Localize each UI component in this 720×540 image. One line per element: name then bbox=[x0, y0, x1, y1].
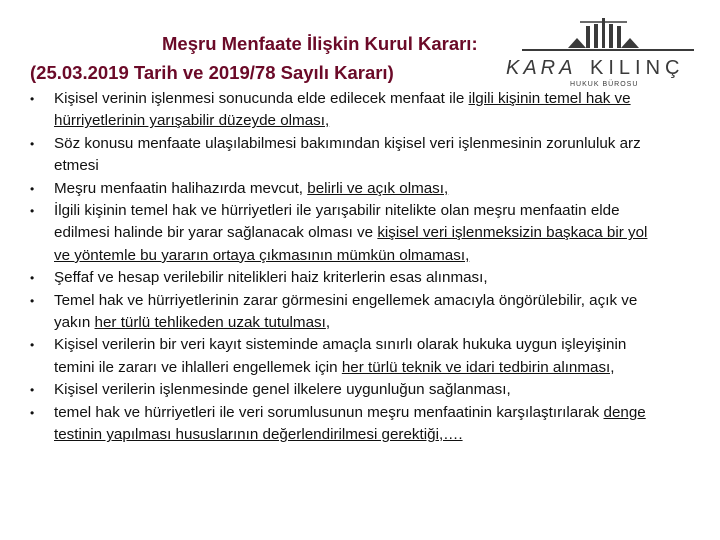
item-underlined-text: ilgili kişinin temel hak ve hürriyetlerinin yarışabilir düzeyde olması, bbox=[54, 90, 631, 130]
bullet-dot: • bbox=[30, 136, 35, 151]
logo-divider bbox=[522, 49, 694, 51]
item-underlined-text: her türlü tehlikeden uzak tutulması bbox=[94, 314, 326, 332]
bullet-dot: • bbox=[30, 293, 35, 308]
item-text: İlgili kişinin temel hak ve hürriyetleri ile yarışabilir nitelikte olan meşru menfaatin elde edilmesi halinde bir yarar sağlanacak olması ve bbox=[54, 202, 620, 242]
bullet-dot: • bbox=[30, 405, 35, 420]
item-text: Temel hak ve hürriyetlerinin zarar görmesini engellemek amacıyla öngörülebilir, açık ve yakın bbox=[54, 291, 638, 332]
item-text: temel hak ve hürriyetleri ile veri sorumlusunun meşru menfaatinin karşılaştırılarak bbox=[54, 403, 604, 421]
logo-name-part1: KARA bbox=[506, 57, 577, 79]
list-item bbox=[0, 88, 720, 133]
scales-of-justice-icon bbox=[568, 18, 639, 48]
logo-subtitle: HUKUK BÜROSU bbox=[570, 81, 639, 88]
item-text: Şeffaf ve hesap verilebilir nitelikleri haiz kriterlerin esas alınması, bbox=[54, 269, 488, 287]
list-item bbox=[0, 267, 720, 289]
list-item bbox=[0, 402, 720, 447]
page-subtitle: (25.03.2019 Tarih ve 2019/78 Sayılı Kararı) bbox=[30, 62, 394, 83]
kara-kilinc-logo bbox=[502, 10, 712, 90]
item-text: Meşru menfaatin halihazırda mevcut, bbox=[54, 179, 308, 197]
item-underlined-text: denge testinin yapılması hususlarının değerlendirilmesi gerektiği,…. bbox=[54, 403, 646, 444]
bullet-dot: • bbox=[30, 181, 35, 196]
logo-name-part2: KILINÇ bbox=[590, 57, 685, 79]
list-item bbox=[0, 133, 720, 178]
item-underlined-text: kişisel veri işlenmeksizin başkaca bir yol ve yöntemle bu yararın ortaya çıkmasının mümkün olmaması, bbox=[54, 224, 648, 264]
item-text: Söz konusu menfaate ulaşılabilmesi bakımından kişisel veri işlenmesinin zorunluluk arz etmesi bbox=[54, 134, 641, 175]
bullet-dot: • bbox=[30, 92, 35, 106]
bullet-dot: • bbox=[30, 204, 35, 219]
bullet-dot: • bbox=[30, 383, 35, 398]
item-text: Kişisel verilerin bir veri kayıt sisteminde amaçla sınırlı olarak hukuka uygun işleyişinin temini ile zararı ve ihlalleri engellemek için bbox=[54, 336, 627, 376]
list-item bbox=[0, 200, 720, 267]
item-underlined-text: her türlü teknik ve idari tedbirin alınması, bbox=[341, 358, 615, 376]
criteria-list bbox=[0, 88, 720, 447]
item-text: Kişisel verinin işlenmesi sonucunda elde edilecek menfaat ile bbox=[54, 90, 469, 107]
logo-graphic bbox=[502, 10, 712, 90]
list-item bbox=[0, 290, 720, 335]
item-text: Kişisel verilerin işlenmesinde genel ilkelere uygunluğun sağlanması, bbox=[54, 381, 511, 399]
list-item bbox=[0, 334, 720, 379]
page-title: Meşru Menfaate İlişkin Kurul Kararı: bbox=[162, 33, 478, 54]
bullet-dot: • bbox=[30, 338, 35, 353]
item-underlined-text: belirli ve açık olması, bbox=[307, 179, 449, 197]
bullet-dot: • bbox=[30, 271, 35, 286]
list-item bbox=[0, 178, 720, 200]
item-text-end: , bbox=[325, 314, 331, 332]
list-item bbox=[0, 379, 720, 401]
